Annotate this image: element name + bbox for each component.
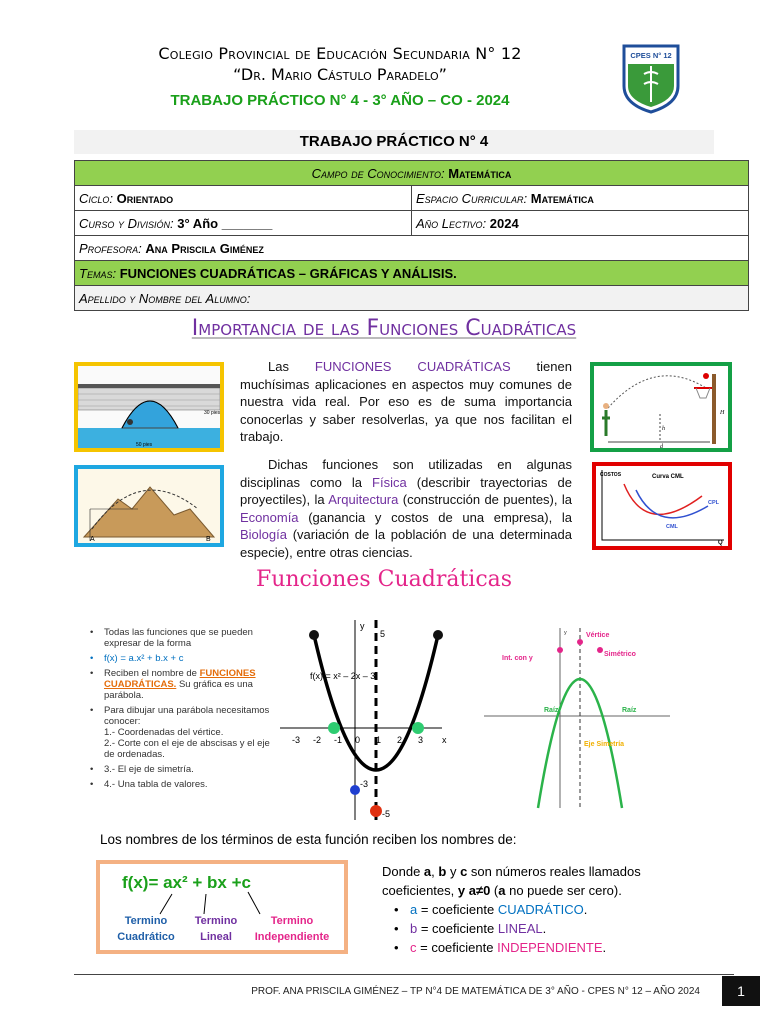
- mountain-image: [74, 465, 224, 547]
- basket-label-H: H: [720, 410, 725, 416]
- mountain-label-a: A: [90, 536, 95, 543]
- bullet-item: • Para dibujar una parábola necesitamos conocer: 1.- Coordenadas del vértice. 2.- Corte con el eje de abscisas y el eje de ordenadas.: [90, 705, 280, 760]
- paragraph-disciplinas: Dichas funciones son utilizadas en algunas disciplinas como la Física (describir trayectorias de proyectiles), la Arquitectura (construcción de puentes), la Economía (ganancia y costos de una empresa), la Biología (variación de la población de una determinada especie), entre otras ciencias.: [240, 457, 572, 560]
- coeficientes-intro: Donde a, b y c son números reales llamados coeficientes, y a≠0 (a no puede ser cero).: [382, 864, 641, 898]
- graph1-x-tick: -1: [334, 735, 343, 745]
- tp-subtitle: TRABAJO PRÁCTICO N° 4 - 3° AÑO – CO - 2024: [170, 92, 510, 109]
- coeficientes-text: [382, 862, 672, 957]
- term-cuadratico-a: Termino: [124, 915, 168, 927]
- info-table: [74, 160, 749, 311]
- graph1-x-tick: 0: [355, 735, 361, 745]
- cost-cml-label: CML: [666, 524, 678, 530]
- cost-cpl-label: CPL: [708, 500, 719, 506]
- cost-q-label: Q: [718, 540, 723, 546]
- page-number: 1: [722, 976, 760, 1006]
- graph2-eje: Eje Simetría: [584, 741, 625, 748]
- graph1-label-m3: -3: [360, 779, 369, 789]
- graph1-x-tick: 1: [376, 735, 382, 745]
- section-title-funciones: Funciones Cuadráticas: [255, 567, 513, 592]
- document-header: [0, 44, 680, 109]
- graph1-equation: f(x) = x² – 2x – 3: [310, 671, 376, 681]
- campo-cell: Campo de Conocimiento: Matemática: [75, 161, 749, 186]
- footer-divider: [74, 974, 734, 975]
- espacio-cell: Espacio Curricular: Matemática: [412, 186, 749, 211]
- tp-title: TRABAJO PRÁCTICO N° 4: [74, 130, 714, 154]
- section-title-importancia: Importancia de las Funciones Cuadráticas: [191, 316, 577, 341]
- graph1-x-tick: -3: [292, 735, 301, 745]
- coef-c: • c = coeficiente INDEPENDIENTE.: [410, 938, 672, 957]
- graph1-x-tick: 2: [397, 735, 403, 745]
- ciclo-cell: Ciclo: Orientado: [75, 186, 412, 211]
- logo-text: CPES N° 12: [630, 51, 672, 60]
- graph2-raiz1: Raíz: [544, 707, 559, 714]
- graph1-x-tick: 3: [418, 735, 424, 745]
- basket-label-d: d: [660, 444, 663, 448]
- school-logo: [620, 42, 682, 114]
- graph1-label-5: 5: [380, 629, 386, 639]
- graph1-label-m5: -5: [382, 809, 391, 819]
- curso-cell: Curso y División: 3° Año _______: [75, 211, 412, 236]
- coeficientes-list: [410, 900, 672, 957]
- bullet-item: • 3.- El eje de simetría.: [90, 764, 280, 775]
- cost-chart-title: Curva CML: [652, 474, 684, 480]
- anio-cell: Año Lectivo: 2024: [412, 211, 749, 236]
- cost-curve-image: [592, 462, 732, 550]
- term-cuadratico-b: Cuadrático: [117, 931, 175, 943]
- mountain-label-b: B: [206, 536, 211, 543]
- bridge-label-height: 30 pies: [204, 410, 220, 416]
- graph2-vertice: Vértice: [586, 632, 610, 639]
- school-name: Colegio Provincial de Educación Secundaria N° 12: [158, 44, 522, 63]
- cost-axis-title: COSTOS: [600, 472, 622, 478]
- profesora-cell: Profesora: Ana Priscila Giménez: [75, 236, 749, 261]
- graph2-raiz2: Raíz: [622, 707, 637, 714]
- bridge-label-width: 50 pies: [136, 442, 153, 448]
- graph1-axis-x: x: [442, 735, 447, 745]
- term-independiente-a: Termino: [270, 915, 314, 927]
- graph2-simetrico: Simétrico: [604, 651, 636, 658]
- school-dedication: “Dr. Mario Cástulo Paradelo”: [233, 65, 447, 84]
- bullet-item: • 4.- Una tabla de valores.: [90, 779, 280, 790]
- parabola-graph: [280, 615, 450, 825]
- highlight-funciones: FUNCIONES CUADRÁTICAS: [314, 359, 511, 374]
- formula-box: [96, 860, 348, 954]
- temas-cell: Temas: FUNCIONES CUADRÁTICAS – GRÁFICAS Y ANÁLISIS.: [75, 261, 749, 286]
- alumno-cell[interactable]: Apellido y Nombre del Alumno:: [75, 286, 749, 311]
- footer-text: PROF. ANA PRISCILA GIMÉNEZ – TP N°4 DE MATEMÁTICA DE 3° AÑO - CPES N° 12 – AÑO 2024: [251, 986, 700, 997]
- bullet-item: • Todas las funciones que se pueden expresar de la forma: [90, 627, 280, 649]
- graph2-int-y: Int. con y: [502, 655, 533, 662]
- bullet-formula: • f(x) = a.x² + b.x + c: [90, 653, 280, 664]
- formula-equation: f(x)= ax² + bx +c: [122, 873, 251, 892]
- bullet-list: [90, 627, 280, 794]
- basket-label-h: h: [662, 426, 665, 432]
- nombres-text: Los nombres de los términos de esta función reciben los nombres de:: [100, 832, 517, 847]
- bridge-image: [74, 362, 224, 452]
- term-lineal-b: Lineal: [200, 931, 232, 943]
- basketball-image: [590, 362, 732, 452]
- bullet-item: • Reciben el nombre de FUNCIONES CUADRÁTICAS. Su gráfica es una parábola.: [90, 668, 280, 701]
- graph2-axis-y: y: [564, 630, 567, 636]
- coef-a: • a = coeficiente CUADRÁTICO.: [410, 900, 672, 919]
- parabola-elements-graph: [484, 620, 674, 810]
- term-independiente-b: Independiente: [254, 931, 330, 943]
- term-lineal-a: Termino: [194, 915, 238, 927]
- coef-b: • b = coeficiente LINEAL.: [410, 919, 672, 938]
- paragraph-intro: Las FUNCIONES CUADRÁTICAS tienen muchísimas aplicaciones en aspectos muy comunes de nuestra vida real. Por eso es de suma importancia conocerlas y saber resolverlas, ya que nos facilitan el trabajo.: [240, 359, 572, 444]
- graph1-x-tick: -2: [313, 735, 322, 745]
- graph1-axis-y: y: [360, 621, 365, 631]
